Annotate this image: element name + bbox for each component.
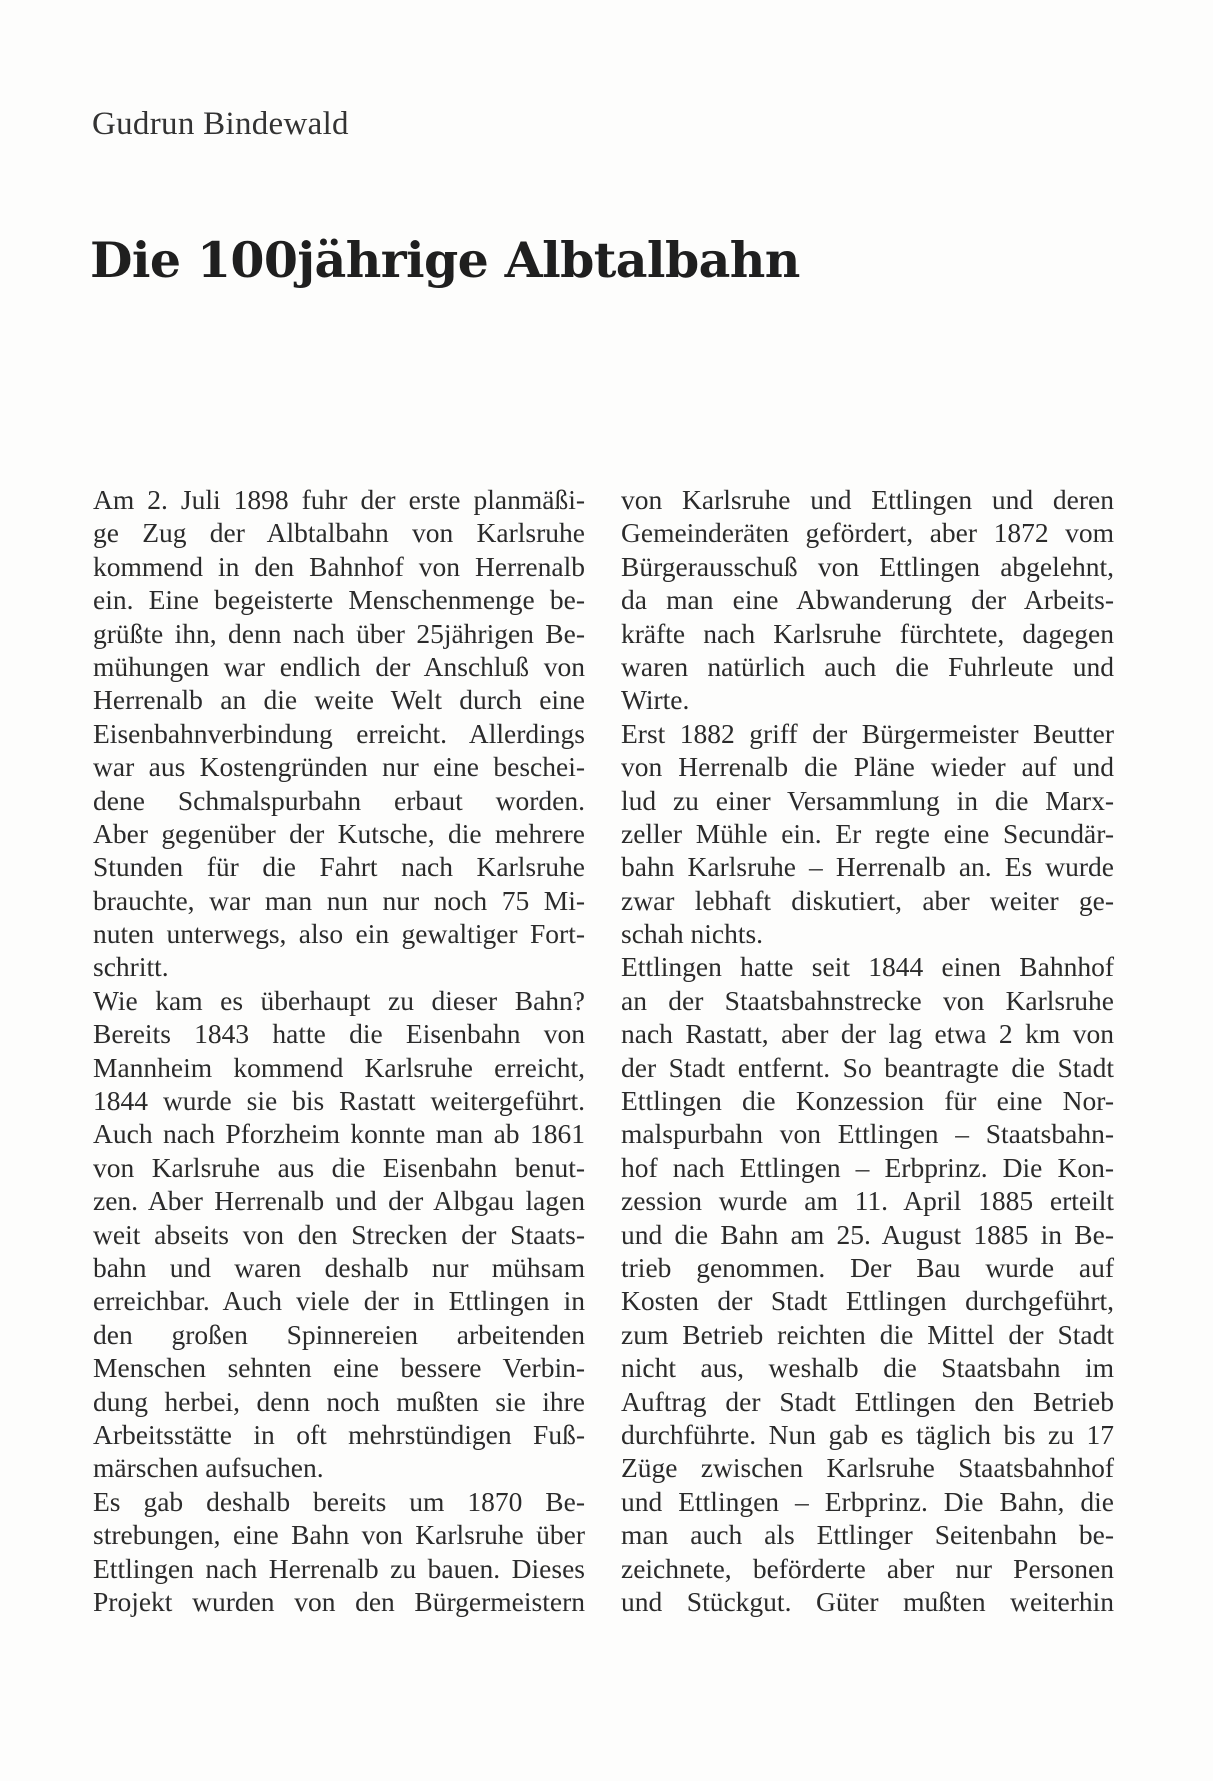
text-line: Es gab deshalb bereits um 1870 Be- [93, 1485, 585, 1517]
text-line: schritt. [93, 951, 169, 983]
text-line: grüßte ihn, denn nach über 25jährigen Be- [93, 617, 585, 649]
text-line: von Herrenalb die Pläne wieder auf und [621, 751, 1114, 783]
text-line: Arbeitsstätte in oft mehrstündigen Fuß- [93, 1418, 585, 1450]
text-line: Eisenbahnverbindung erreicht. Allerdings [93, 717, 585, 749]
text-line: den großen Spinnereien arbeitenden [93, 1318, 585, 1350]
text-line: Projekt wurden von den Bürgermeistern [93, 1585, 585, 1617]
text-line: Erst 1882 griff der Bürgermeister Beutter [621, 717, 1114, 749]
text-line: Ettlingen hatte seit 1844 einen Bahnhof [621, 951, 1114, 983]
text-line: Herrenalb an die weite Welt durch eine [93, 684, 585, 716]
text-line: ein. Eine begeisterte Menschenmenge be- [93, 584, 585, 616]
text-line: trieb genommen. Der Bau wurde auf [621, 1251, 1114, 1283]
text-line: malspurbahn von Ettlingen – Staatsbahn- [621, 1118, 1114, 1150]
text-line: nach Rastatt, aber der lag etwa 2 km von [621, 1018, 1114, 1050]
right-text-column [621, 483, 1114, 1618]
text-line: zeichnete, beförderte aber nur Personen [621, 1552, 1114, 1584]
text-line: und Stückgut. Güter mußten weiterhin [621, 1585, 1114, 1617]
text-line: brauchte, war man nun nur noch 75 Mi- [93, 884, 585, 916]
text-line: von Karlsruhe und Ettlingen und deren [621, 484, 1114, 515]
text-line: bahn und waren deshalb nur mühsam [93, 1251, 585, 1283]
text-line: man auch als Ettlinger Seitenbahn be- [621, 1519, 1114, 1551]
text-line: Menschen sehnten eine bessere Verbin- [93, 1352, 585, 1384]
article-title: Die 100jährige Albtalbahn [90, 231, 800, 289]
text-line: erreichbar. Auch viele der in Ettlingen in [93, 1285, 585, 1317]
text-line: zeller Mühle ein. Er regte eine Secundär- [621, 817, 1114, 849]
text-line: Auftrag der Stadt Ettlingen den Betrieb [621, 1385, 1114, 1417]
text-line: lud zu einer Versammlung in die Marx- [621, 784, 1114, 816]
text-line: hof nach Ettlingen – Erbprinz. Die Kon- [621, 1151, 1114, 1183]
text-line: Wie kam es überhaupt zu dieser Bahn? [93, 984, 585, 1016]
text-line: kräfte nach Karlsruhe fürchtete, dagegen [621, 617, 1114, 649]
text-line: von Karlsruhe aus die Eisenbahn benut- [93, 1151, 585, 1183]
text-line: Aber gegenüber der Kutsche, die mehrere [93, 817, 585, 849]
text-line: mühungen war endlich der Anschluß von [93, 650, 585, 682]
text-line: kommend in den Bahnhof von Herrenalb [93, 550, 585, 582]
text-line: strebungen, eine Bahn von Karlsruhe über [93, 1519, 585, 1551]
text-line: und Ettlingen – Erbprinz. Die Bahn, die [621, 1485, 1114, 1517]
author-name: Gudrun Bindewald [92, 106, 349, 142]
text-line: nicht aus, weshalb die Staatsbahn im [621, 1352, 1114, 1384]
text-line: Ettlingen nach Herrenalb zu bauen. Dieses [93, 1552, 585, 1584]
text-line: zen. Aber Herrenalb und der Albgau lagen [93, 1185, 585, 1217]
text-line: Wirte. [621, 684, 690, 716]
text-line: waren natürlich auch die Fuhrleute und [621, 650, 1114, 682]
text-line: dung herbei, denn noch mußten sie ihre [93, 1385, 585, 1417]
text-line: Am 2. Juli 1898 fuhr der erste planmäßi- [93, 484, 585, 515]
text-line: zum Betrieb reichten die Mittel der Stadt [621, 1318, 1114, 1350]
text-line: Bereits 1843 hatte die Eisenbahn von [93, 1018, 585, 1050]
text-line: Gemeinderäten gefördert, aber 1872 vom [621, 517, 1114, 549]
text-line: zession wurde am 11. April 1885 erteilt [621, 1185, 1114, 1217]
text-line: an der Staatsbahnstrecke von Karlsruhe [621, 984, 1114, 1016]
left-text-column [93, 483, 585, 1618]
text-line: schah nichts. [621, 918, 764, 950]
text-line: dene Schmalspurbahn erbaut worden. [93, 784, 585, 816]
text-line: Stunden für die Fahrt nach Karlsruhe [93, 851, 585, 883]
text-line: bahn Karlsruhe – Herrenalb an. Es wurde [621, 851, 1114, 883]
text-line: Züge zwischen Karlsruhe Staatsbahnhof [621, 1452, 1114, 1484]
text-line: weit abseits von den Strecken der Staats- [93, 1218, 585, 1250]
text-line: 1844 wurde sie bis Rastatt weitergeführt. [93, 1085, 585, 1117]
text-line: war aus Kostengründen nur eine beschei- [93, 751, 585, 783]
text-line: durchführte. Nun gab es täglich bis zu 17 [621, 1418, 1114, 1450]
text-line: da man eine Abwanderung der Arbeits- [621, 584, 1114, 616]
text-line: zwar lebhaft diskutiert, aber weiter ge- [621, 884, 1114, 916]
text-line: Mannheim kommend Karlsruhe erreicht, [93, 1051, 585, 1083]
text-line: nuten unterwegs, also ein gewaltiger Fort- [93, 918, 585, 950]
text-line: märschen aufsuchen. [93, 1452, 324, 1484]
text-line: Ettlingen die Konzession für eine Nor- [621, 1085, 1114, 1117]
text-line: Kosten der Stadt Ettlingen durchgeführt, [621, 1285, 1114, 1317]
text-line: Bürgerausschuß von Ettlingen abgelehnt, [621, 550, 1114, 582]
text-line: und die Bahn am 25. August 1885 in Be- [621, 1218, 1114, 1250]
text-line: Auch nach Pforzheim konnte man ab 1861 [93, 1118, 585, 1150]
text-line: ge Zug der Albtalbahn von Karlsruhe [93, 517, 585, 549]
text-line: der Stadt entfernt. So beantragte die Stadt [621, 1051, 1114, 1083]
